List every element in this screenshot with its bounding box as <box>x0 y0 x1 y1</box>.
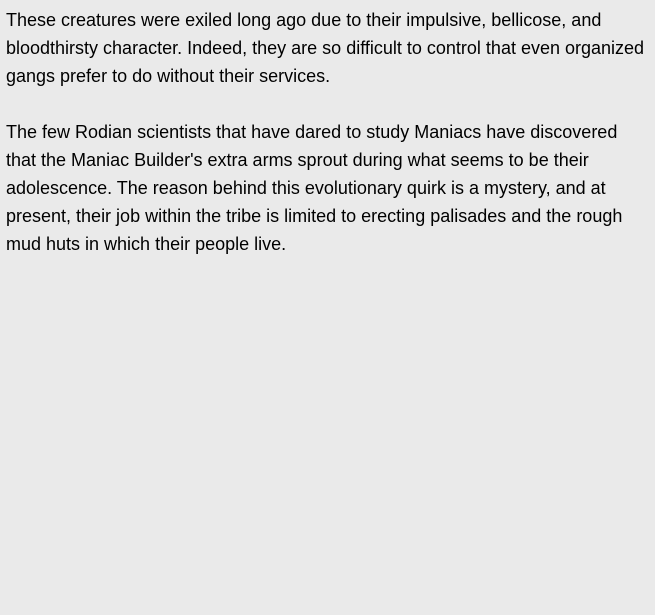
description-paragraph-1: These creatures were exiled long ago due to their impulsive, bellicose, and bloodthirsty character. Indeed, they are so difficult to control that even organized gangs prefer to do without their services. <box>6 10 645 86</box>
description-text-panel <box>0 0 655 258</box>
description-paragraph-2: The few Rodian scientists that have dared to study Maniacs have discovered that the Maniac Builder's extra arms sprout during what seems to be their adolescence. The reason behind this evolutionary quirk is a mystery, and at present, their job within the tribe is limited to erecting palisades and the rough mud huts in which their people live. <box>6 122 623 254</box>
